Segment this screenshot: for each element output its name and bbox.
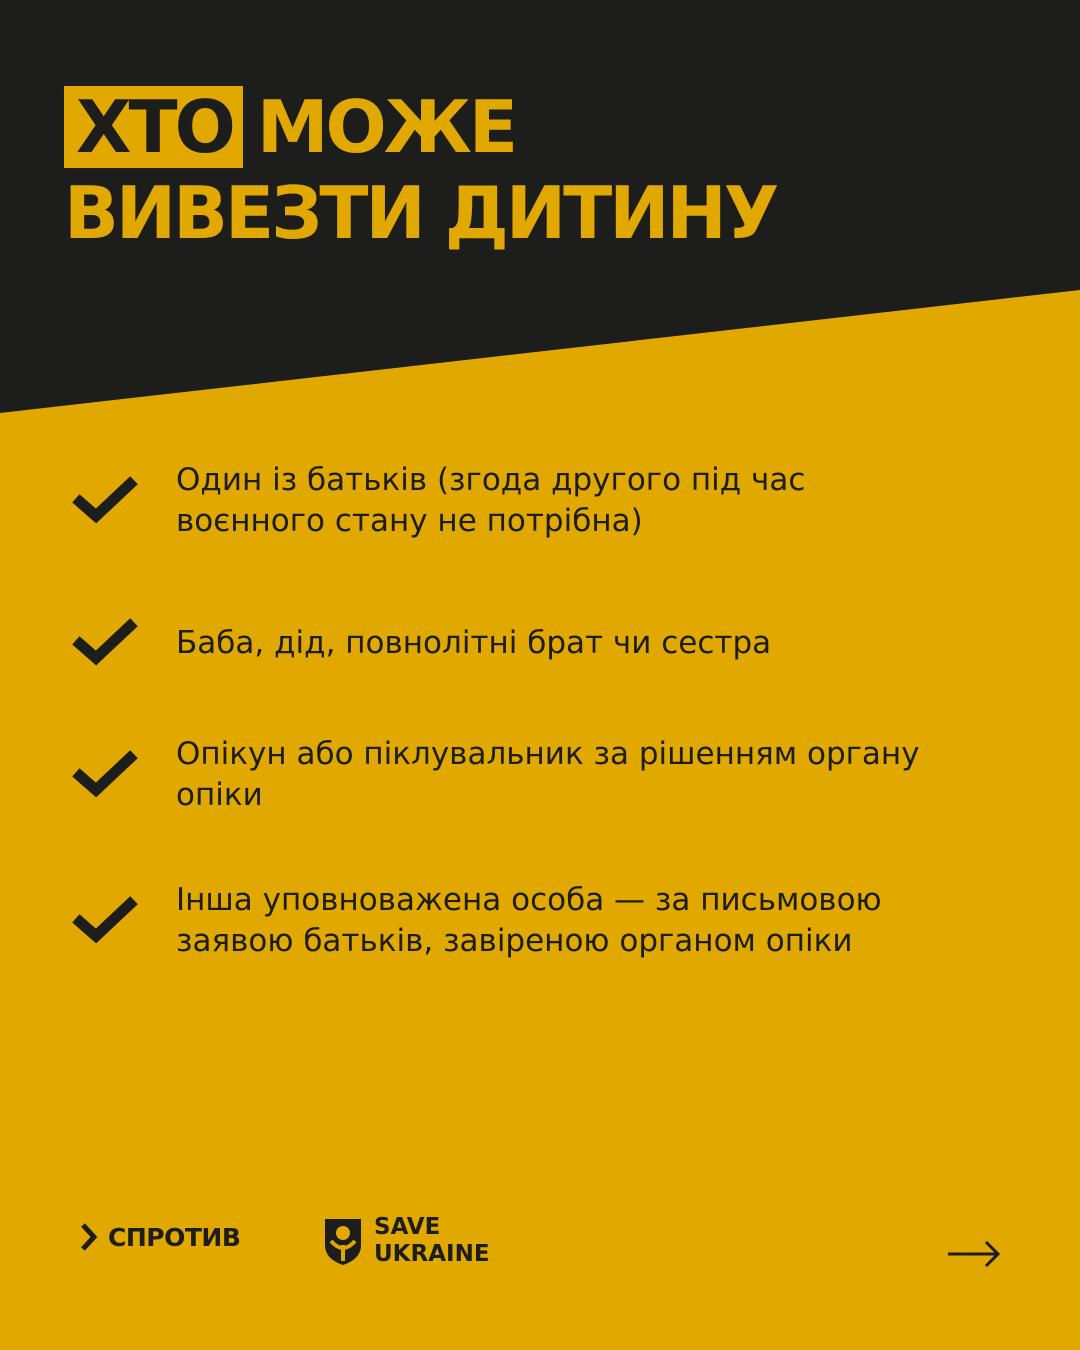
list-item-text: Інша уповноважена особа — за письмовою заявою батьків, завіреною органом опіки (176, 882, 882, 959)
headline-line-1 (64, 86, 776, 168)
list-item-text: Баба, дід, повнолітні брат чи сестра (176, 624, 772, 661)
list-item (72, 734, 946, 816)
partner-logo (322, 1214, 490, 1268)
partner-name (374, 1214, 490, 1268)
partner-name-line-1: SAVE (374, 1214, 441, 1240)
check-icon (72, 474, 138, 528)
save-ukraine-emblem-icon (322, 1215, 364, 1267)
headline-word: МОЖЕ (256, 85, 516, 169)
brand-logo (78, 1222, 240, 1252)
list-item (72, 460, 946, 542)
check-icon (72, 748, 138, 802)
check-icon (72, 616, 138, 670)
chevron-right-icon (78, 1222, 100, 1252)
headline (64, 86, 776, 254)
list-item-text: Один із батьків (згода другого під час воєнного стану не потрібна) (176, 462, 806, 539)
partner-name-line-2: UKRAINE (374, 1241, 490, 1267)
list-item (72, 880, 946, 962)
arrow-right-icon[interactable] (946, 1236, 1002, 1272)
brand-name: СПРОТИВ (108, 1222, 241, 1252)
headline-line-2: ВИВЕЗТИ ДИТИНУ (64, 171, 777, 255)
check-icon (72, 894, 138, 948)
headline-highlight: ХТО (64, 86, 243, 168)
list-item-text: Опікун або піклувальник за рішенням органу опіки (176, 736, 920, 813)
list-item (72, 616, 771, 670)
